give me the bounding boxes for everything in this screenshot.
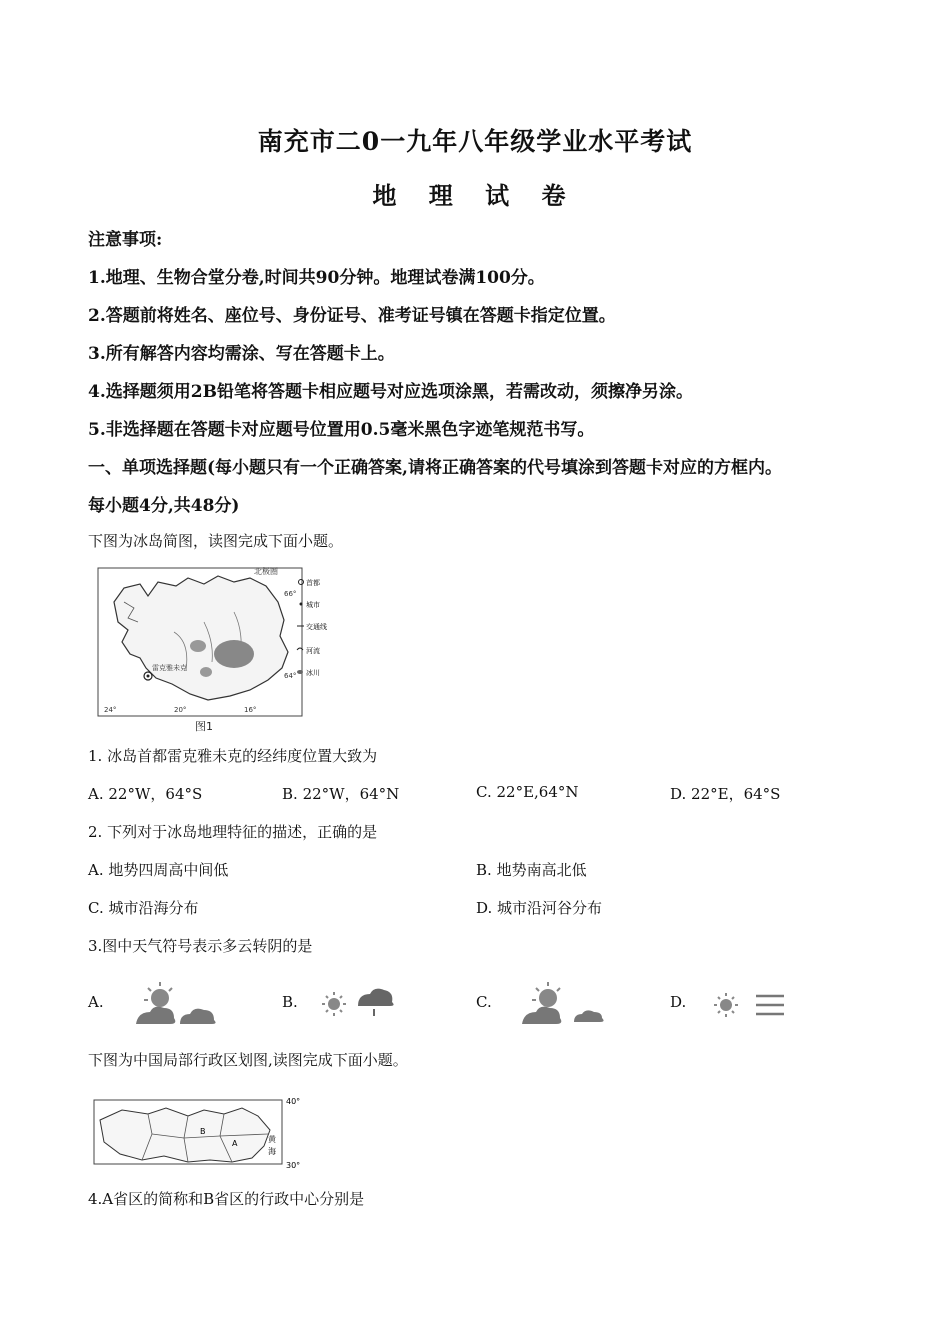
notice-title: 注意事项: — [88, 230, 163, 250]
intro-iceland: 下图为冰岛简图，读图完成下面小题。 — [88, 532, 344, 550]
label-lat-30: 30° — [286, 1161, 301, 1170]
sun-icon — [322, 992, 346, 1016]
label-lat-64: 64° — [284, 672, 297, 680]
q3-option-b-label[interactable]: B. — [282, 993, 298, 1011]
map1-caption: 图1 — [195, 720, 213, 733]
label-capital: 雷克雅未克 — [152, 664, 187, 672]
label-lon-16: 16° — [244, 706, 257, 714]
q1-option-b[interactable]: B. 22°W，64°N — [282, 785, 400, 803]
q3-option-a-label[interactable]: A. — [88, 993, 104, 1011]
fog-icon — [756, 996, 784, 1014]
q3-option-b-symbol[interactable] — [316, 982, 396, 1028]
label-province-a: A — [232, 1139, 238, 1148]
svg-text:城市: 城市 — [306, 601, 320, 609]
notice-4: 4.选择题须用2B铅笔将答题卡相应题号对应选项涂黑，若需改动，须擦净另涂。 — [88, 382, 693, 402]
q1-option-c[interactable]: C. 22°E,64°N — [476, 783, 579, 801]
label-arctic-circle: 北极圈 — [254, 567, 278, 576]
notice-2: 2.答题前将姓名、座位号、身份证号、准考证号镇在答题卡指定位置。 — [88, 306, 616, 326]
label-lon-20: 20° — [174, 706, 187, 714]
exam-subtitle: 地 理 试 卷 — [372, 181, 578, 210]
cloud-icon — [180, 1009, 216, 1024]
q2-option-c[interactable]: C. 城市沿海分布 — [88, 899, 199, 917]
label-lat-66: 66° — [284, 590, 297, 598]
label-lat-40: 40° — [286, 1097, 301, 1106]
q3-option-a-symbol[interactable] — [130, 978, 220, 1030]
q3-option-d-label[interactable]: D. — [670, 993, 687, 1011]
iceland-map — [94, 562, 327, 734]
notice-5: 5.非选择题在答题卡对应题号位置用0.5毫米黑色字迹笔规范书写。 — [88, 420, 595, 440]
sun-icon — [714, 993, 738, 1017]
svg-text:首都: 首都 — [306, 579, 320, 587]
q1-option-a[interactable]: A. 22°W，64°S — [88, 785, 203, 803]
q3-option-c-symbol[interactable] — [516, 978, 608, 1030]
q2-option-a[interactable]: A. 地势四周高中间低 — [88, 861, 229, 879]
svg-text:交通线: 交通线 — [306, 623, 327, 631]
q3-stem: 3.图中天气符号表示多云转阴的是 — [88, 937, 313, 955]
q1-stem: 1. 冰岛首都雷克雅未克的经纬度位置大致为 — [88, 747, 378, 765]
label-sea-1: 黄 — [268, 1135, 276, 1144]
exam-title: 南充市二0一九年八年级学业水平考试 — [257, 127, 693, 156]
svg-text:冰川: 冰川 — [306, 669, 320, 677]
q4-stem: 4.A省区的简称和B省区的行政中心分别是 — [88, 1190, 365, 1208]
label-province-b: B — [200, 1127, 206, 1136]
label-sea-2: 海 — [268, 1147, 276, 1156]
q1-option-d[interactable]: D. 22°E，64°S — [670, 785, 781, 803]
intro-china-map: 下图为中国局部行政区划图,读图完成下面小题。 — [88, 1051, 408, 1069]
sun-behind-cloud-icon — [522, 982, 561, 1024]
notice-3: 3.所有解答内容均需涂、写在答题卡上。 — [88, 344, 395, 364]
sun-behind-cloud-icon — [136, 982, 175, 1024]
q2-stem: 2. 下列对于冰岛地理特征的描述，正确的是 — [88, 823, 378, 841]
cloud-icon — [574, 1010, 604, 1022]
section-heading-line2: 每小题4分,共48分) — [88, 496, 240, 516]
q3-option-c-label[interactable]: C. — [476, 993, 492, 1011]
china-partial-map — [92, 1090, 312, 1172]
label-lon-24: 24° — [104, 706, 117, 714]
q3-option-d-symbol[interactable] — [710, 986, 790, 1026]
q2-option-d[interactable]: D. 城市沿河谷分布 — [476, 899, 603, 917]
q2-option-b[interactable]: B. 地势南高北低 — [476, 861, 587, 879]
notice-1: 1.地理、生物合堂分卷,时间共90分钟。地理试卷满100分。 — [88, 268, 545, 288]
rain-cloud-icon — [358, 989, 394, 1016]
section-heading-line1: 一、单项选择题(每小题只有一个正确答案,请将正确答案的代号填涂到答题卡对应的方框内。 — [88, 458, 782, 478]
svg-text:河流: 河流 — [306, 647, 320, 655]
